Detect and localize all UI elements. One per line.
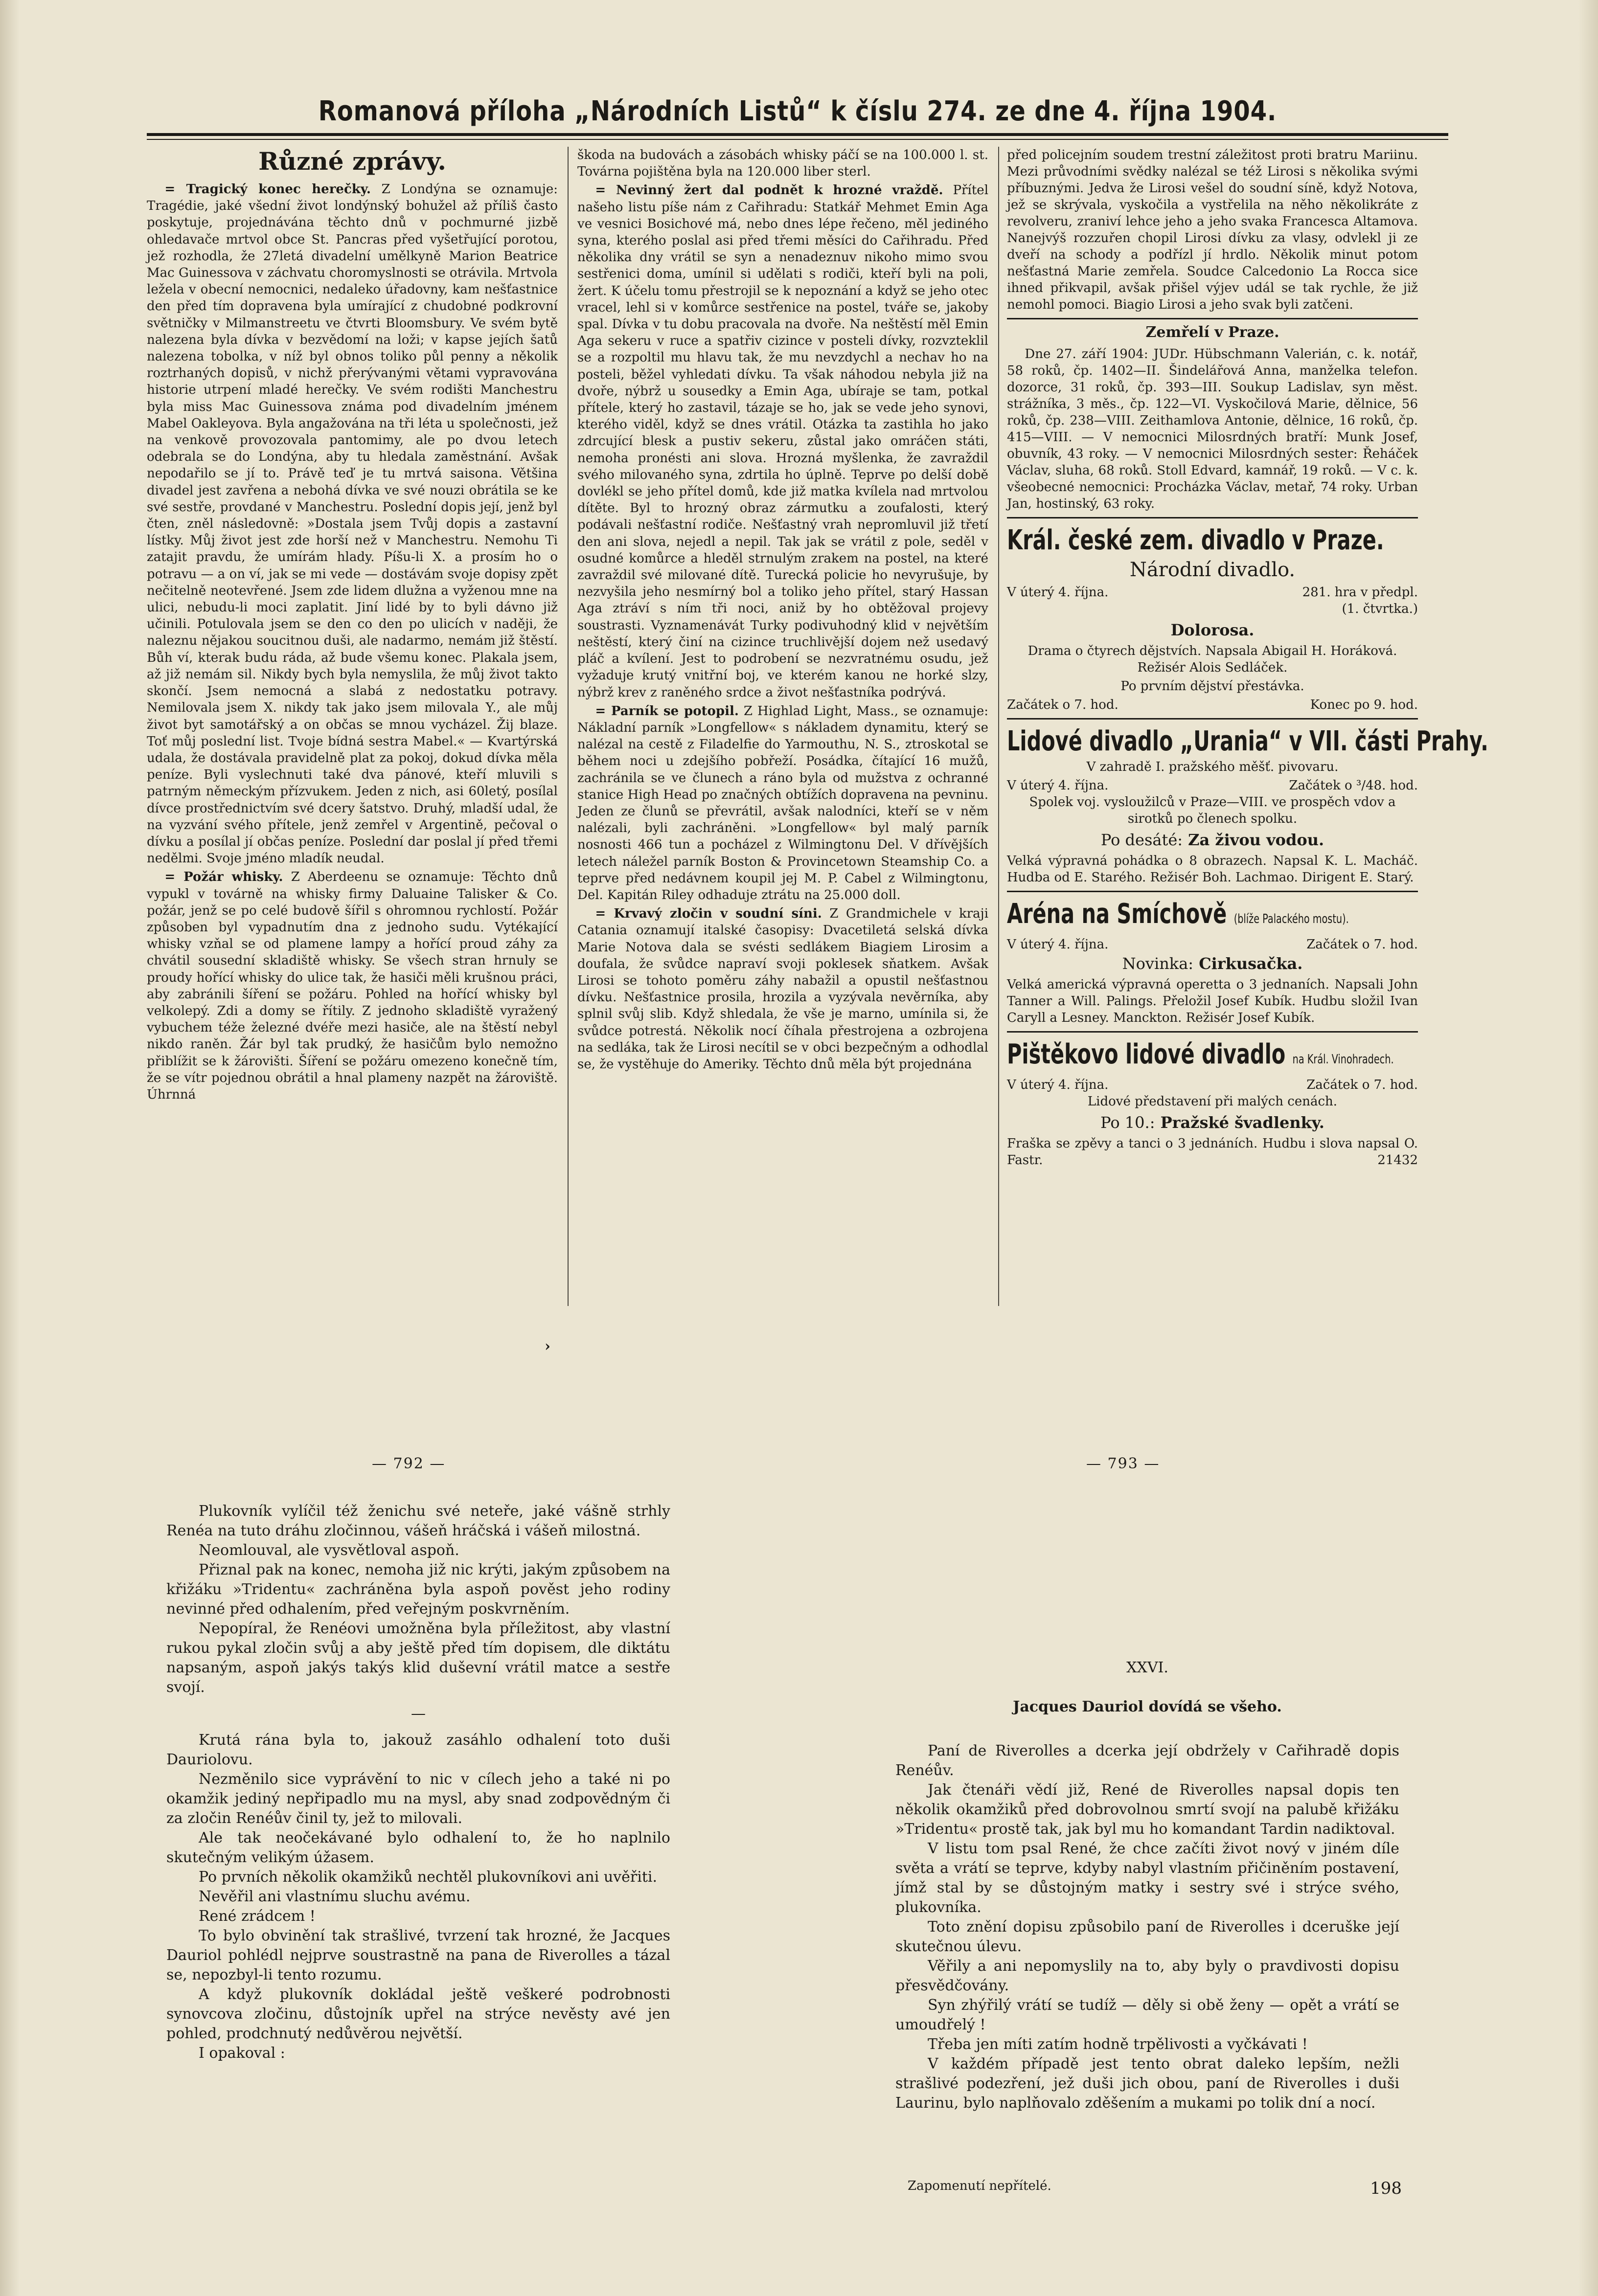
start-time: Začátek o 7. hod.: [1306, 937, 1418, 952]
paragraph: Jak čtenáři vědí již, René de Riverolles napsal dopis ten několik okamžiků před dobrovolnou smrtí svojí na palubě křižáku »Tridentu« prostě tak, jak byl mu ho komandant Tardin nadiktoval.: [895, 1781, 1399, 1838]
divider: [1007, 318, 1418, 319]
theatre-name: Lidové divadlo „Urania“ v VII. části Prahy.: [1007, 725, 1488, 757]
play-description: [1007, 1135, 1418, 1169]
paragraph: Třeba jen míti zatím hodně trpělivosti a vyčkávati !: [928, 2036, 1308, 2053]
theatre-location-note: (blíže Palackého mostu).: [1233, 912, 1349, 926]
column-divider: [998, 147, 999, 1306]
article: [577, 182, 988, 700]
theatre-date-line: [1007, 777, 1418, 794]
theatre-performance: 281. hra v předpl.: [1302, 585, 1418, 600]
theatre-day: V úterý 4. října.: [1007, 778, 1109, 793]
play-note: Po prvním dějství přestávka.: [1120, 679, 1304, 694]
paragraph: Nevěřil ani vlastnímu sluchu avému.: [199, 1888, 471, 1905]
divider: [1007, 718, 1418, 720]
article-title: = Krvavý zločin v soudní síni.: [595, 906, 822, 922]
play-prefix: Po desáté:: [1100, 831, 1183, 849]
footer-title: Zapomenutí nepřítelé.: [908, 2179, 1051, 2193]
article-title: = Tragický konec herečky.: [164, 182, 371, 197]
theatre-day: V úterý 4. října.: [1007, 1078, 1109, 1092]
page-number-left: — 792 —: [372, 1455, 446, 1472]
paragraph: Po prvních několik okamžiků nechtěl plukovníkovi ani uvěřiti.: [199, 1868, 658, 1886]
article-text: před policejním soudem trestní záležitost proti bratru Mariinu. Mezi průvodními svědky nalézal se též Lirosi s několika svými příbuznými. Jedva že Lirosi vešel do soudní síně, když Notova, jež se skrývala, vyskočila a vystřelila na něho několikráte z revolveru, zraniví lehce jeho a jeho svaka Francesca Altamova. Nanejvýš rozzuřen chopil Lirosi dívku za vlasy, odvlekl ji ze dveří na schody a podřízl jí hrdlo. Několik minut potom nešťastná Marie zemřela. Soudce Calcedonio La Rocca sice ihned přikvapil, avšak přišel výjev udál se tak rychle, že již nemohl pomoci. Biagio Lirosi a jeho svak byli zatčeni.: [1007, 148, 1418, 312]
article-text: Z Grandmichele v kraji Catania oznamují italské časopisy: Dvacetiletá selská dívka Marie Notova dala se svésti sedlákem Biagiem Lirosim a doufala, že svůdce napraví svoji poklesek sňatkem. Avšak Lirosi se tohoto poměru záhy nabažil a opustil nešťastnou dívku. Nešťastnice prosila, hrozila a vyzývala nevěrníka, aby splnil svůj slib. Když shledala, že vše je marno, umínila si, že svůdce potrestá. Několik nocí číhala přestrojena a ozbrojena na sedláka, tak že Lirosi necítil se v obci bezpečným a odhodlal se, že vystěhuje do Ameriky. Těchto dnů měla být projednána: [577, 906, 989, 1072]
article: [577, 703, 988, 903]
start-time: Začátek o 7. hod.: [1306, 1078, 1418, 1092]
theatre-location-note: na Král. Vinohradech.: [1292, 1052, 1394, 1067]
paragraph: To bylo obvinění tak strašlivé, tvrzení tak hrozné, že Jacques Dauriol pohlédl nejprve soustrastně na pana de Riverolles a tázal se, nepozbyl-li tento rozumu.: [166, 1927, 670, 1983]
paragraph: Ale tak neočekávané bylo odhalení to, že ho naplnilo skutečným velikým úžasem.: [166, 1829, 670, 1866]
theatre-day: V úterý 4. října.: [1007, 937, 1109, 952]
play-title: Dolorosa.: [1170, 621, 1255, 639]
paragraph: Toto znění dopisu způsobilo paní de Riverolles i dceruške její skutečnou úlevu.: [895, 1918, 1399, 1955]
play-prefix: Novinka:: [1122, 954, 1194, 973]
play-line: [1007, 953, 1418, 974]
article-title: = Požár whisky.: [164, 870, 283, 885]
start-time: Začátek o 7. hod.: [1007, 698, 1119, 712]
paragraph: I opakoval :: [199, 2045, 285, 2062]
theatre-day: V úterý 4. října.: [1007, 585, 1109, 600]
theatre-description: Lidové představení při malých cenách.: [1087, 1094, 1338, 1109]
column-2: [577, 147, 988, 1306]
section-break: —: [411, 1705, 426, 1722]
article: [577, 905, 988, 1073]
paragraph: Paní de Riverolles a dcerka její obdržely v Cařihradě dopis Renéův.: [895, 1742, 1399, 1779]
article: [577, 147, 988, 180]
play-description: Velká americká výpravná operetta o 3 jednaních. Napsali John Tanner a Will. Palings. Přeložil Josef Kubík. Hudbu složil Ivan Caryll a Lesney. Manckton. Režisér Josef Kubík.: [1007, 977, 1418, 1025]
divider: [1007, 1031, 1418, 1033]
paragraph: Plukovník vylíčil též ženichu své neteře, jaké vášně strhly Renéa na tuto dráhu zločinnou, vášeň hráčská i vášeň milostná.: [166, 1503, 670, 1539]
paragraph: Krutá rána byla to, jakouž zasáhlo odhalení toto duši Dauriolovu.: [166, 1732, 670, 1768]
chapter-title: Jacques Dauriol dovídá se všeho.: [1013, 1698, 1282, 1715]
article-title: = Parník se potopil.: [595, 703, 739, 719]
theatre-subtitle: Národní divadlo.: [1129, 559, 1296, 581]
paragraph: René zrádcem !: [199, 1908, 316, 1925]
novel-page-left: [166, 1502, 670, 2063]
theatre-name-text: Aréna na Smíchově: [1007, 898, 1227, 930]
page-footer: [908, 2179, 1402, 2198]
article: [147, 181, 558, 867]
footer-page-number: 198: [1370, 2179, 1402, 2198]
novel-page-right: [895, 1658, 1399, 2113]
play-title: Za živou vodou.: [1188, 831, 1324, 849]
deaths-text: Dne 27. září 1904: JUDr. Hübschmann Valerián, c. k. notář, 58 roků, čp. 1402—II. Šindelářová Anna, manželka telefon. dozorce, 31 roků, čp. 393—III. Soukup Ladislav, syn měst. strážníka, 3 měs., čp. 122—VI. Vyskočilová Marie, dělnice, 56 roků, čp. 238—VIII. Zeithamlova Antonie, dělnice, 16 roků, čp. 415—VIII. — V nemocnici Milosrdných bratří: Munk Josef, obuvník, 43 roky. — V nemocnici Milosrdných sester: Řeháček Václav, sluha, 68 roků. Stoll Edvard, kamnář, 19 roků. — V c. k. všeobecné nemocnici: Procházka Václav, metař, 74 roky. Urban Jan, hostinský, 63 roky.: [1007, 347, 1418, 511]
column-divider: [568, 147, 569, 1306]
article: [147, 869, 558, 1103]
article-title: = Nevinný žert dal podnět k hrozné vraždě.: [595, 183, 943, 198]
play-prefix: Po 10.:: [1100, 1113, 1155, 1132]
article-text: Z Highlad Light, Mass., se oznamuje: Nákladní parník »Longfellow« s nákladem dynamitu, který se nalézal na cestě z Filadelfie do Yarmouthu, N. S., ztroskotal se během noci u zdejšího pobřeží. Posádka, čítající 16 mužů, zachránila se ve člunech a ráno byla od mužstva z ochranné stanice High Head po značných obtížích dopravena na pevninu. Jeden ze člunů se převrátil, avšak nalodníci, kteří se v něm nalézali, byli zachráněni. »Longfellow« byl malý parník nosnosti 466 tun a pocházel z Wilmingtonu Del. V dřívějších letech náležel parník Boston & Provincetown Steamship Co. a teprve před nedávnem koupil jej M. P. Cabel z Wilmingtonu, Del. Kapitán Riley odhaduje ztrátu na 25.000 doll.: [577, 703, 988, 902]
paragraph: V listu tom psal René, že chce začíti život nový v jiném díle světa a vrátí se teprve, kdyby nabyl vlastním přičiněním postavení, jímž stal by se důstojným matky i sestry své i strýce svého, plukovníka.: [895, 1840, 1399, 1916]
page-number-right: — 793 —: [1086, 1455, 1160, 1472]
play-line: [1007, 829, 1418, 851]
article-text: Z Aberdeenu se oznamuje: Těchto dnů vypukl v továrně na whisky firmy Daluaine Talisker & Co. požár, jenž se po celé budově šířil s ohromnou rychlostí. Požár způsoben byl vypadnutím dna z jednoho sudu. Vytékající whisky vzňal se od plamene lampy a hořící proud záhy za chvátil sousední skladiště whisky. Se všech stran hrnuly se proudy hořící whisky do ulice tak, že hasiči měli krušnou práci, aby zabránili šíření se požáru. Pohled na hořící whisky byl velkolepý. Zdi a domy se řítily. Z jednoho skladiště vyražený vybuchem téže železné dvéře mezi hasiče, ale na štěstí nebyl nikdo raněn. Žár byl tak prudký, že hasičům bylo nemožno přiblížit se k žárovišti. Šíření se požáru omezeno konečně tím, že se vítr pojednou obrátil a hnal plameny nazpět na žároviště. Úhrnná: [147, 870, 558, 1102]
theatre-times: [1007, 697, 1418, 713]
page-mark: ›: [545, 1338, 550, 1355]
end-time: Konec po 9. hod.: [1310, 698, 1418, 712]
play-description-text: Fraška se zpěvy a tanci o 3 jednáních. Hudbu i slova napsal O. Fastr.: [1007, 1136, 1418, 1168]
paragraph: Věřily a ani nepomyslily na to, aby byly o pravdivosti dopisu přesvědčovány.: [895, 1958, 1399, 1994]
theatre-date-line: [1007, 936, 1418, 953]
paragraph: A když plukovník dokládal ještě veškeré podrobnosti synovcova zločinu, důstojník upřel na strýce nevěsty avé jen pohled, prodchnutý nedůvěrou největší.: [166, 1986, 670, 2042]
theatre-name: [1007, 897, 1349, 936]
paragraph: Neomlouval, ale vysvětloval aspoň.: [199, 1542, 459, 1559]
paragraph: Syn zhýřilý vrátí se tudíž — děly si obě ženy — opět a vrátí se umoudřelý !: [895, 1997, 1399, 2033]
article-text: škoda na budovách a zásobách whisky páčí se na 100.000 l. st. Továrna pojištěna byla na 120.000 liber sterl.: [577, 148, 988, 180]
play-title: Cirkusačka.: [1199, 954, 1303, 973]
column-1: [147, 147, 558, 1306]
theatre-venue: V zahradě I. pražského měšť. pivovaru.: [1086, 760, 1339, 774]
page-header: Romanová příloha „Národních Listů“ k číslu 274. ze dne 4. října 1904.: [318, 95, 1277, 127]
paragraph: Nezměnilo sice vyprávění to nic v cílech jeho a také ni po okamžik jediný nepřipadlo mu na mysl, aby snad zodpovědným či za zločin Renéův činil ty, jež to milovali.: [166, 1771, 670, 1827]
divider: [1007, 517, 1418, 518]
chapter-number: XXVI.: [1126, 1659, 1168, 1676]
start-time: Začátek o ³/48. hod.: [1289, 778, 1418, 793]
play-line: [1007, 1112, 1418, 1133]
ad-code: 21432: [1377, 1153, 1418, 1168]
theatre-performance-note: (1. čtvrtka.): [1342, 602, 1418, 616]
theatre-name: [1007, 1037, 1394, 1077]
header-rule-thin: [147, 139, 1448, 140]
play-title: Pražské švadlenky.: [1160, 1113, 1324, 1132]
divider: [1007, 891, 1418, 892]
column-3: [1007, 147, 1488, 1306]
paragraph: V každém případě jest tento obrat daleko lepším, nežli strašlivé podezření, jež duši jich obou, paní de Riverolles i duši Laurinu, bylo naplňovalo zděšením a mukami po tolik dní a nocí.: [895, 2055, 1399, 2112]
header-rule-thick: [147, 133, 1448, 136]
theatre-name: Král. české zem. divadlo v Praze.: [1007, 524, 1384, 556]
theatre-date-line: [1007, 584, 1418, 601]
section-title: Různé zprávy.: [258, 147, 446, 176]
article-text: Přítel našeho listu píše nám z Cařihradu: Statkář Mehmet Emin Aga ve vesnici Bosichové má, nebo dnes lépe řečeno, měl jediného syna, kterého poslal asi před třemi měsíci do Cařihradu. Před několika dny vrátil se syn a nenadeznuv nikoho mimo svou sestřenici doma, umínil si udělati s rodiči, kteří byli na poli, žert. K účelu tomu přestrojil se k nepoznání a když se jeho otec vracel, lehl si v komůrce sestřenice na postel, tváře se, jakoby spal. Dívka v tu dobu pracovala na dvoře. Na neštěstí měl Emin Aga sekeru v ruce a spatřiv cizince v posteli dívky, rozvzteklil se a rozpoltil mu hlavu tak, že mu nevzdychl a nechav ho na posteli, běžel vyhledati dívku. Ta však náhodou nebyla již na dvoře, nýbrž u sousedky a Emin Aga, ubíraje se tam, potkal přítele, který ho zastavil, tázaje se ho, jak se vede jeho synovi, kterého viděl, když se dnes vrátil. Otázka ta zastihla ho jako zdrcující blesk a pustiv sekeru, zůstal jako omráčen státi, nemoha pronésti ani slova. Hrozná myšlenka, že zavraždil svého milovaného syna, zdrtila ho úplně. Teprve po delší době dovlékl se jeho přítel domů, kde již matka kvílela nad mrtvolou dítěte. Byl to hrozný obraz zármutku a zoufalosti, který podávali nešťastní rodiče. Nešťastný vrah nepromluvil již třetí den ani slova, nejedl a nepil. Tak jak se vrátil z pole, seděl v osudné komůrce a hleděl strnulým zrakem na postel, na které zavraždil své milované dítě. Turecká policie ho nevyrušuje, by nezvyšila jeho nesmírný bol a toliko jeho přítel, starý Hassan Aga ztráví s ním tři noci, aniž by ho obtěžoval projevy soustrasti. Vyznamenávát Turky podivuhodný klid v největším neštěstí, který činí na cizince truchlivější dojem než usedavý pláč a kvílení. Jest to podrobení se nezvratnému osudu, jež vyžaduje krutý vnitřní boj, ve kterém kanou ne horké slzy, nýbrž krev z raněného srdce a život nešťastníka podrývá.: [577, 183, 989, 700]
paragraph: Přiznal pak na konec, nemoha již nic krýti, jakým způsobem na křižáku »Tridentu« zachráněna byla aspoň pověst jeho rodiny nevinné před odhalením, před veřejným poskvrněním.: [166, 1561, 670, 1618]
play-description: Velká výpravná pohádka o 8 obrazech. Napsal K. L. Macháč. Hudba od E. Starého. Režisér Boh. Lachmao. Dirigent E. Starý.: [1007, 854, 1418, 885]
page-edge-right: [1578, 0, 1598, 2296]
theatre-date-line: [1007, 1077, 1418, 1093]
deaths-title: Zemřelí v Praze.: [1145, 324, 1279, 341]
article-text: Z Londýna se oznamuje: Tragédie, jaké všední život londýnský bohužel až příliš často poskytuje, projednávána těchto dnů v pochmurné jizbě ohledavače mrtvol obce St. Pancras před vyšetřující porotou, jež rozhodla, že 27letá divadelní umělkyně Marion Beatrice Mac Guinessova v záchvatu choromyslnosti se otrávila. Mrtvola ležela v obecní nemocnici, nedaleko úřadovny, kam nešťastnice den před tím dopravena byla umírající z chudobné podkrovní světničky v Milmanstreetu ve čtvrti Bloomsbury. Ve svém bytě nalezena byla dívka v bezvědomí na loži; v kapse jejích šatů nalezena tobolka, v níž byl obnos toliko půl penny a několik roztrhaných dopisů, v nichž přerývanými větami vypravována historie utrpení mladé herečky. Ve svém rodišti Manchestru byla miss Mac Guinessova známa pod divadelním jménem Mabel Oakleyova. Byla angažována na tři léta u společnosti, jež na venkově provozovala pantomimy, ale po dvou letech odebrala se do Londýna, aby tu hledala zaměstnání. Avšak nepodařilo se jí to. Právě teď je tu mrtvá saisona. Většina divadel jest zavřena a nebohá dívka ve své nouzi obrátila se ke své sestře, provdané v Manchestru. Poslední dopis její, jenž byl čten, zněl následovně: »Dostala jsem Tvůj dopis a zastavní lístky. Můj život jest zde horší než v Manchestru. Nemohu Ti zatajit pravdu, že umírám hlady. Píšu-li X. a prosím ho o potravu — a on ví, jak se mi vede — dostávám svoje dopisy zpět nečitelně neotevřené. Jsem zde lidem dlužna a vyženou mne na ulici, nebudu-li moci zaplatit. Jiní lidé by to byli dávno již učinili. Potulovala jsem se den co den po ulicích v naději, že naleznu nějakou soucitnou duši, ale nadarmo, nemám již štěstí. Bůh ví, kterak budu ráda, až bude všemu konec. Plakala jsem, až již nemám sil. Nikdy bych byla nemyslila, že můj život takto skončí. Jsem nemocná a slabá z nedostatku potravy. Nemilovala jsem X. nikdy tak jako jsem milovala Y., ale můj život byt samotářský a on občas se mnou vycházel. Žij blaze. Toť můj poslední list. Tvoje bídná sestra Mabel.« — Kvartýrská udala, že dostávala pravidelně plat za pokoj, dokud dívka měla peníze. Byli vyslechnuti také dva pánové, kteří mluvili s patrným německým přízvukem. Jeden z nich, asi 60letý, posílal dívce prostřednictvím své dcery šatstvo. Druhý, mladší udal, že na vyzvání svého přítele, jenž zemřel v Argentině, pečoval o dívku a posílal jí občas peníze. Poslední dar poslal jí před třemi nedělmi. Svoje jméno mladík neudal.: [147, 182, 558, 866]
paragraph: Nepopíral, že Renéovi umožněna byla příležitost, aby vlastní rukou pykal zločin svůj a aby ještě před tím dopisem, dle diktátu napsaným, aspoň jakýs takýs klid duševní vrátil matce a sestře svojí.: [166, 1620, 670, 1696]
page-edge-left: [0, 0, 20, 2296]
play-description: Drama o čtyrech dějstvích. Napsala Abigail H. Horáková. Režisér Alois Sedláček.: [1027, 644, 1397, 675]
theatre-name-text: Pištěkovo lidové divadlo: [1007, 1038, 1286, 1070]
theatre-description: Spolek voj. vysloužilců v Praze—VIII. ve prospěch vdov a sirotků po členech spolku.: [1029, 795, 1396, 826]
